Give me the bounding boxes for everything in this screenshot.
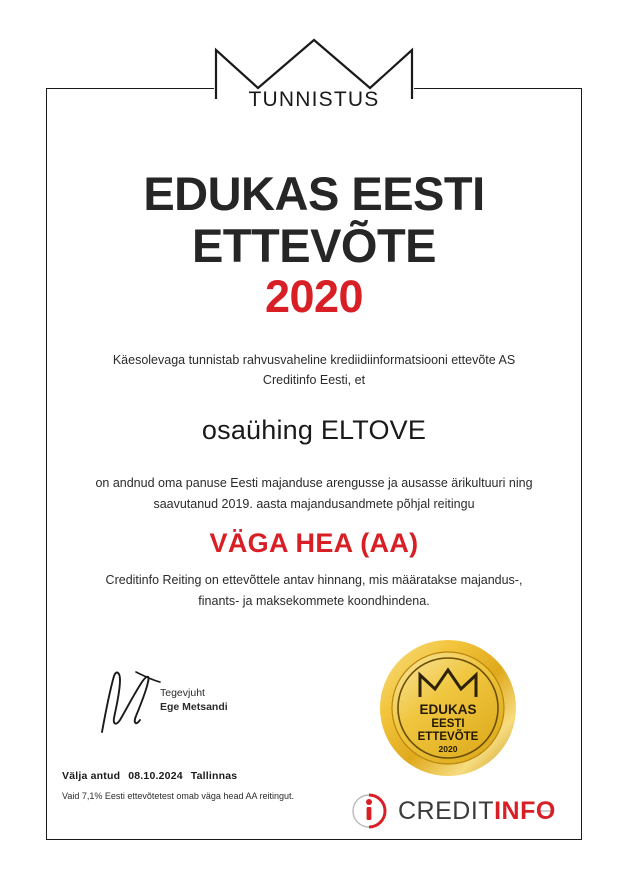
svg-text:EDUKAS: EDUKAS [419,702,477,717]
issued-label: Välja antud [62,770,121,782]
signature-role: Tegevjuht [160,687,205,699]
signature-block [160,686,228,714]
intro-paragraph: Käesolevaga tunnistab rahvusvaheline krediidiinformatsiooni ettevõte AS Creditinfo Eesti, et [112,353,516,387]
rating-note-paragraph: Creditinfo Reiting on ettevõttele antav hinnang, mis määratakse majandus-, finants- ja maksekommete koondhindena. [105,573,523,608]
svg-text:ETTEVÕTE: ETTEVÕTE [417,731,479,743]
logo-text-primary: CREDIT [398,797,495,825]
title-year: 2020 [264,271,364,322]
svg-text:EESTI: EESTI [431,718,465,730]
signature-name: Ege Metsandi [160,701,228,713]
issued-date: 08.10.2024 [128,770,183,782]
rating-value: VÄGA HEA (AA) [209,528,419,558]
title-line-1: EDUKAS EESTI [143,167,485,220]
title-line-2: ETTEVÕTE [191,219,437,272]
issued-place: Tallinnas [190,770,238,782]
gold-seal-badge [379,639,517,777]
header-badge-label: TUNNISTUS [248,88,380,111]
company-name: osaühing ELTOVE [201,415,427,445]
page-title [0,168,628,322]
footnote-text: Vaid 7,1% Eesti ettevõtetest omab väga head AA reitingut. [62,791,294,801]
svg-text:2020: 2020 [438,744,458,754]
body-paragraph: on andnud oma panuse Eesti majanduse arengusse ja ausasse ärikultuuri ning saavutanud 2019. aasta majandusandmete põhjal reitingu [95,476,533,511]
logo-text-accent: INFO [494,797,556,825]
issued-line [62,770,237,782]
creditinfo-logo-text [398,797,556,826]
